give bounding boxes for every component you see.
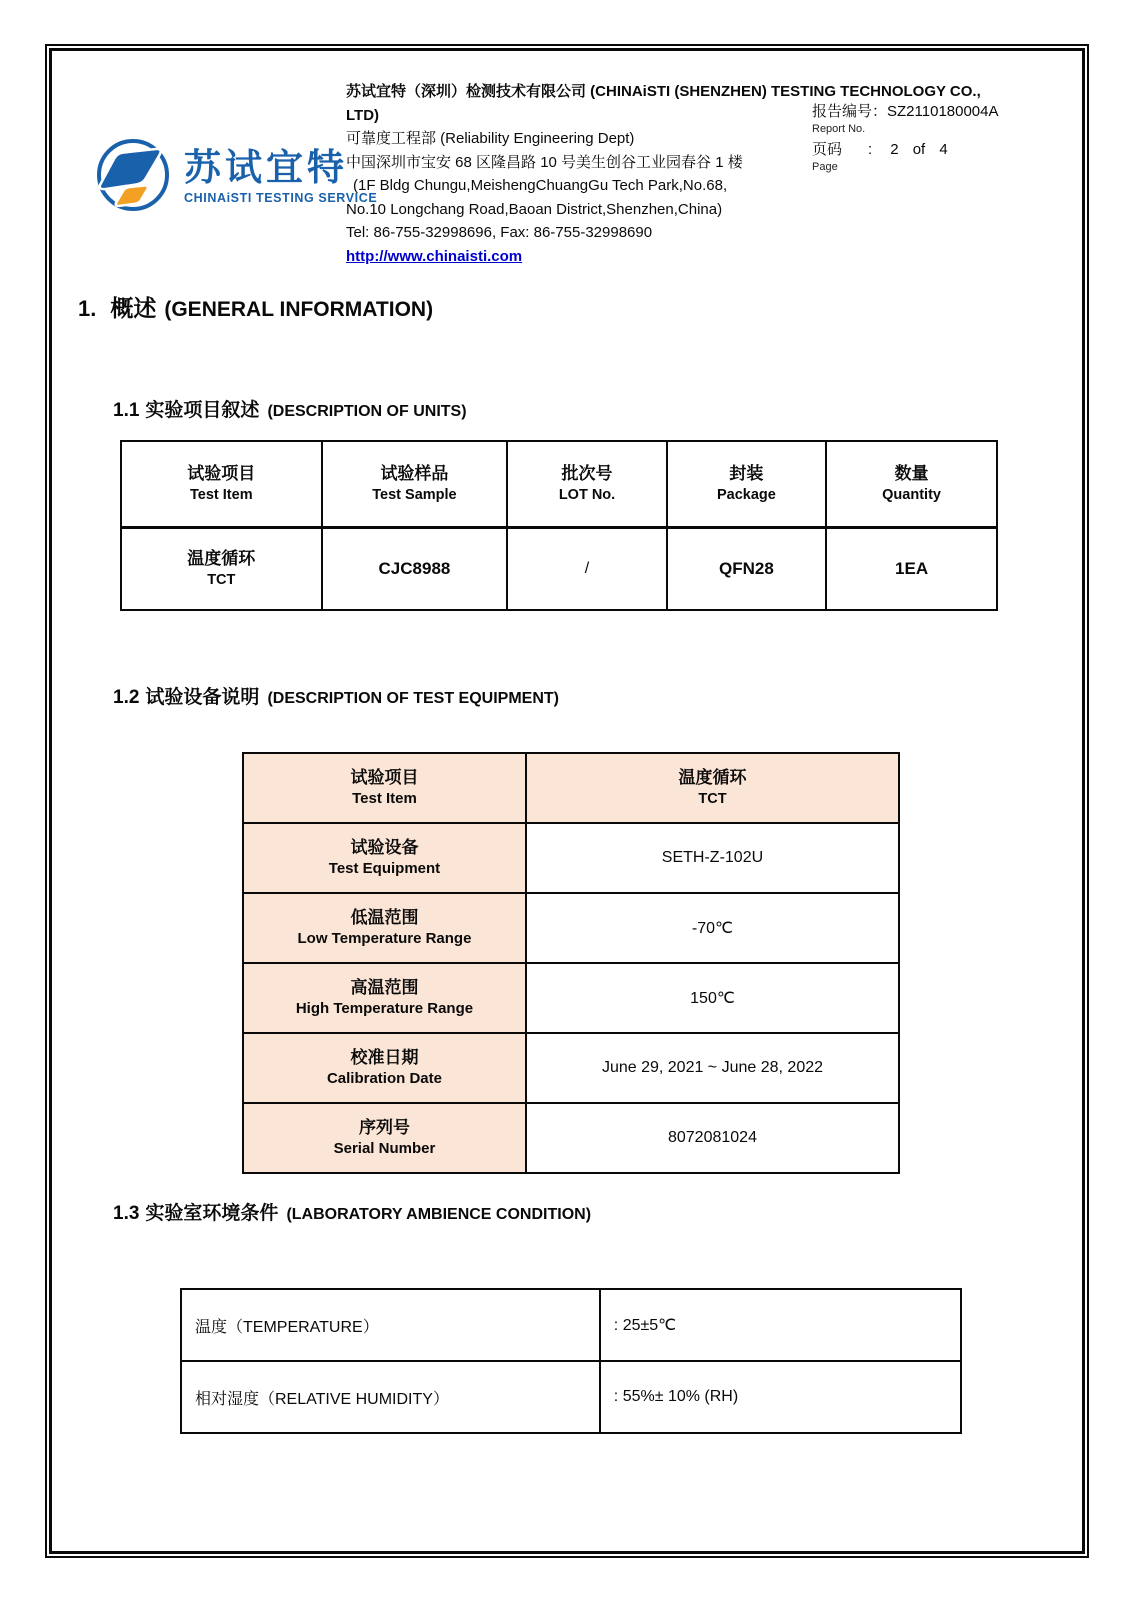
- ambience-row-temperature: [181, 1289, 961, 1361]
- equipment-label-low-temp: [243, 893, 526, 963]
- company-address-en-1: (1F Bldg Chungu,MeishengChuangGu Tech Park,No.68,: [353, 177, 728, 194]
- website-link[interactable]: http://www.chinaisti.com: [346, 247, 523, 265]
- label-low-temp-en: Low Temperature Range: [297, 930, 472, 947]
- equipment-label-test-item: [243, 753, 526, 823]
- company-tel-fax: Tel: 86-755-32998696, Fax: 86-755-32998690: [346, 224, 653, 241]
- header-quantity-en: Quantity: [882, 487, 941, 503]
- equipment-value-low-temp: -70℃: [526, 893, 899, 963]
- label-test-equipment-zh: 试验设备: [350, 838, 419, 857]
- label-serial-zh: 序列号: [358, 1118, 410, 1137]
- equipment-row-calibration: [243, 1033, 899, 1103]
- page-row: [812, 141, 999, 159]
- ambience-value-temperature: : 25±5℃: [600, 1289, 961, 1361]
- equipment-row-test-item: [243, 753, 899, 823]
- section-1-3-title-en: (LABORATORY AMBIENCE CONDITION): [286, 1206, 592, 1223]
- header-package-zh: 封装: [729, 464, 764, 483]
- header-package-en: Package: [717, 487, 776, 503]
- section-1-1-title: [113, 395, 467, 422]
- page-colon: :: [868, 141, 873, 158]
- header-quantity-zh: 数量: [894, 464, 929, 483]
- header-test-sample-zh: 试验样品: [380, 464, 449, 483]
- units-table-data-row: [121, 528, 997, 611]
- header-lot-no-zh: 批次号: [561, 464, 613, 483]
- units-header-test-sample: [322, 441, 508, 528]
- header-test-item-en: Test Item: [190, 487, 253, 503]
- section-1-2-number: 1.2: [113, 687, 140, 708]
- report-no-label-zh: 报告编号：: [812, 103, 888, 120]
- equipment-row-test-equipment: [243, 823, 899, 893]
- report-no-label-en: Report No.: [812, 123, 866, 135]
- cell-test-item-zh: 温度循环: [187, 549, 256, 568]
- label-test-equipment-en: Test Equipment: [328, 860, 441, 877]
- page-label-zh: 页码: [812, 141, 843, 158]
- section-1-2-title-zh: 试验设备说明: [145, 687, 260, 708]
- units-cell-lot-no: /: [507, 528, 666, 611]
- section-1-2-title: [113, 682, 559, 709]
- page-value: 2 of 4: [890, 141, 948, 158]
- equipment-label-high-temp: [243, 963, 526, 1033]
- report-meta: [812, 103, 999, 173]
- label-calibration-zh: 校准日期: [350, 1048, 419, 1067]
- logo-tagline: CHINAiSTI TESTING SERVICE: [184, 190, 378, 205]
- units-header-lot-no: [507, 441, 666, 528]
- equipment-label-serial: [243, 1103, 526, 1173]
- units-cell-test-sample: CJC8988: [322, 528, 508, 611]
- equipment-value-high-temp: 150℃: [526, 963, 899, 1033]
- report-no-row: [812, 103, 999, 121]
- section-1-number: 1.: [78, 296, 97, 321]
- header-lot-no-en: LOT No.: [558, 487, 616, 503]
- section-1-2-title-en: (DESCRIPTION OF TEST EQUIPMENT): [267, 690, 559, 707]
- report-no-value: SZ2110180004A: [887, 103, 999, 120]
- chinaisti-logo-icon: [94, 133, 174, 220]
- units-table: [120, 440, 998, 611]
- ambience-label-temperature: 温度（TEMPERATURE）: [181, 1289, 600, 1361]
- header-test-item-zh: 试验项目: [187, 464, 256, 483]
- equipment-row-low-temp: [243, 893, 899, 963]
- label-high-temp-zh: 高温范围: [350, 978, 419, 997]
- company-dept: 可靠度工程部 (Reliability Engineering Dept): [346, 130, 635, 147]
- section-1-title: [78, 290, 433, 323]
- company-name: 苏试宜特（深圳）检测技术有限公司 (CHINAiSTI (SHENZHEN) TESTING TECHNOLOGY CO., LTD): [346, 83, 981, 124]
- equipment-value-calibration: June 29, 2021 ~ June 28, 2022: [526, 1033, 899, 1103]
- units-header-package: [667, 441, 826, 528]
- ambience-value-humidity: : 55%± 10% (RH): [600, 1361, 961, 1433]
- cell-test-item-en: TCT: [207, 572, 236, 588]
- label-high-temp-en: High Temperature Range: [295, 1000, 474, 1017]
- units-cell-quantity: 1EA: [826, 528, 997, 611]
- units-header-test-item: [121, 441, 322, 528]
- value-test-item-zh: 温度循环: [678, 768, 747, 787]
- units-table-header-row: [121, 441, 997, 528]
- units-cell-test-item: [121, 528, 322, 611]
- section-1-3-title: [113, 1198, 591, 1225]
- equipment-value-test-equipment: SETH-Z-102U: [526, 823, 899, 893]
- equipment-row-high-temp: [243, 963, 899, 1033]
- equipment-table: [242, 752, 900, 1174]
- ambience-table: [180, 1288, 962, 1434]
- company-address-zh: 中国深圳市宝安 68 区隆昌路 10 号美生创谷工业园春谷 1 楼: [346, 153, 743, 171]
- section-1-3-title-zh: 实验室环境条件: [145, 1203, 279, 1224]
- ambience-label-humidity: 相对湿度（RELATIVE HUMIDITY）: [181, 1361, 600, 1433]
- ambience-row-humidity: [181, 1361, 961, 1433]
- units-cell-package: QFN28: [667, 528, 826, 611]
- equipment-row-serial: [243, 1103, 899, 1173]
- equipment-label-test-equipment: [243, 823, 526, 893]
- label-test-item-zh: 试验项目: [350, 768, 419, 787]
- units-header-quantity: [826, 441, 997, 528]
- section-1-title-zh: 概述: [110, 295, 157, 321]
- section-1-1-number: 1.1: [113, 400, 140, 421]
- header-test-sample-en: Test Sample: [372, 487, 457, 503]
- label-serial-en: Serial Number: [333, 1140, 436, 1157]
- logo-name-zh: 苏试宜特: [184, 146, 348, 188]
- section-1-1-title-zh: 实验项目叙述: [145, 400, 260, 421]
- label-calibration-en: Calibration Date: [326, 1070, 442, 1087]
- label-test-item-en: Test Item: [352, 790, 417, 807]
- equipment-label-calibration: [243, 1033, 526, 1103]
- label-low-temp-zh: 低温范围: [350, 908, 419, 927]
- company-address-en-2: No.10 Longchang Road,Baoan District,Shenzhen,China): [346, 200, 723, 218]
- equipment-value-test-item: [526, 753, 899, 823]
- value-test-item-en: TCT: [698, 791, 727, 807]
- section-1-1-title-en: (DESCRIPTION OF UNITS): [267, 403, 467, 420]
- section-1-3-number: 1.3: [113, 1203, 140, 1224]
- section-1-title-en: (GENERAL INFORMATION): [164, 298, 434, 321]
- equipment-value-serial: 8072081024: [526, 1103, 899, 1173]
- company-logo: [94, 133, 377, 220]
- page-label-en: Page: [812, 161, 838, 173]
